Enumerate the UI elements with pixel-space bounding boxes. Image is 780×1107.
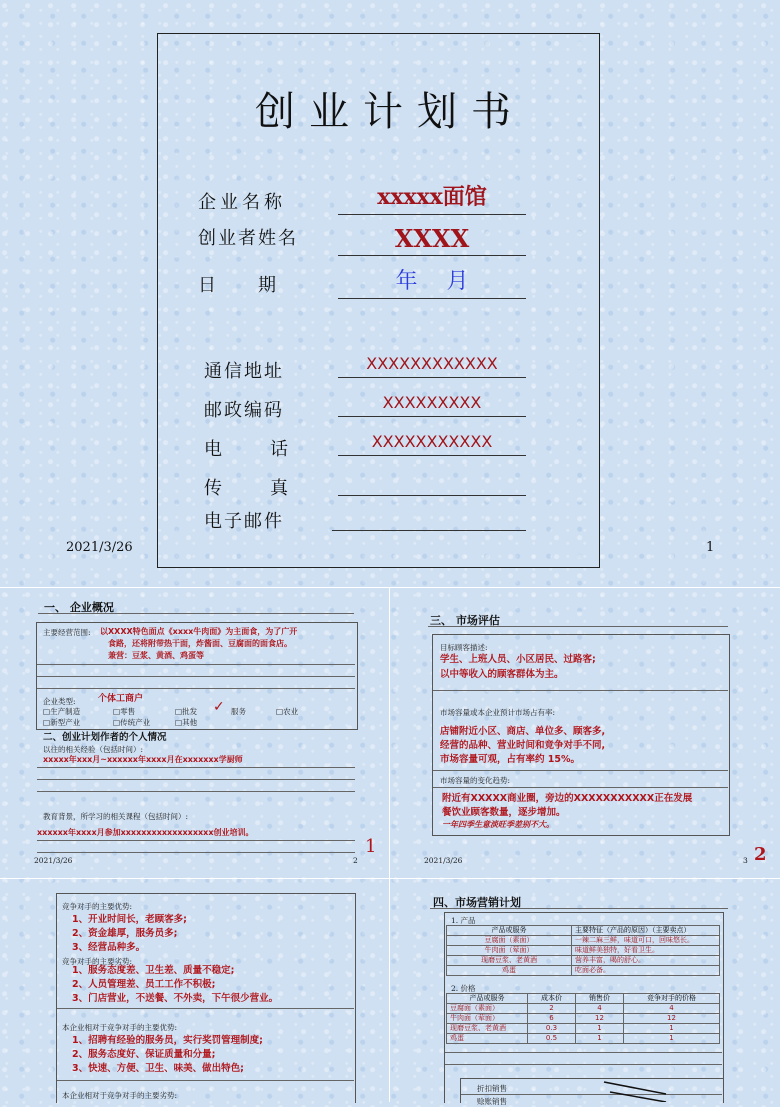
value-company: xxxxx面馆 — [377, 184, 487, 210]
dis-label: 竞争对手的主要劣势: — [62, 957, 133, 966]
product-cell: 吃面必备。 — [572, 966, 720, 976]
adv-line-3: 3、经营品种多。 — [72, 942, 146, 953]
slide5-heading-rule — [430, 908, 728, 909]
price-cell: 现磨豆浆、老黄酒 — [447, 1024, 528, 1034]
form-rule — [433, 787, 728, 788]
table-row — [447, 1034, 720, 1044]
price-cell: 4 — [624, 1004, 720, 1014]
discount-label: 折扣销售 — [477, 1084, 507, 1093]
capacity-label: 市场容量或本企业预计市场占有率: — [440, 708, 556, 717]
slide1-footer-date: 2021/3/26 — [66, 540, 133, 555]
option-service: 服务 — [231, 707, 246, 716]
product-cell: 一辣二麻三鲜，味道可口，回味悠长。 — [572, 936, 720, 946]
strikethrough-marks — [600, 1080, 670, 1102]
price-cell: 0.3 — [528, 1024, 576, 1034]
option-retail: □零售 — [113, 707, 136, 716]
label-email: 电子邮件 — [204, 511, 284, 532]
slide3-big-number: 2 — [754, 844, 767, 865]
option-other: □其他 — [175, 718, 198, 727]
value-date: 年 月 — [395, 269, 469, 294]
form-rule — [37, 688, 355, 689]
phone-underline — [338, 455, 526, 456]
form-rule — [433, 770, 728, 771]
product-cell: 牛肉面（荤面） — [447, 946, 572, 956]
table-row — [447, 956, 720, 966]
slide2-heading: 一、 企业概况 — [44, 601, 114, 614]
company-underline — [338, 214, 526, 215]
product-cell: 营养丰富，喝的舒心。 — [572, 956, 720, 966]
grid-divider-1 — [0, 587, 780, 588]
dis-line-2: 2、人员管理差、员工工作不积极; — [72, 979, 216, 990]
experience-value: xxxxx年xxx月~xxxxxx年xxxx月在xxxxxxx学厨师 — [43, 755, 243, 764]
checkmark-icon: ✓ — [213, 699, 225, 715]
credit-label: 赊账销售 — [477, 1097, 507, 1106]
form-rule — [37, 852, 355, 853]
price-cell: 牛肉面（荤面） — [447, 1014, 528, 1024]
product-header-col-2: 主要特征（产品的原因）（主要卖点） — [572, 926, 720, 936]
capacity-line-3: 市场容量可观，占有率约 15%。 — [440, 754, 581, 765]
value-postcode: XXXXXXXXX — [382, 393, 482, 412]
form-rule — [445, 1064, 722, 1065]
form-rule — [37, 664, 355, 665]
trend-label: 市场容量的变化趋势: — [440, 776, 511, 785]
business-line-1: 以XXXX特色面点《xxxx牛肉面》为主面食，为了广开 — [100, 627, 298, 636]
type-label: 企业类型: — [43, 697, 76, 706]
postcode-underline — [338, 416, 526, 417]
price-cell: 4 — [576, 1004, 624, 1014]
label-phone: 电 话 — [204, 439, 292, 460]
option-new-industry: □新型产业 — [43, 718, 81, 727]
target-label: 目标顾客描述: — [440, 643, 488, 652]
table-row — [447, 936, 720, 946]
value-phone: XXXXXXXXXXX — [371, 432, 493, 451]
price-header-col-3: 销售价 — [576, 994, 624, 1004]
form-rule — [37, 840, 355, 841]
price-header-col-4: 竞争对手的价格 — [624, 994, 720, 1004]
product-header-col-1: 产品或服务 — [447, 926, 572, 936]
founder-underline — [338, 255, 526, 256]
table-row — [447, 926, 720, 936]
product-cell: 豆腐面（素面） — [447, 936, 572, 946]
education-label: 教育背景，所学习的相关课程（包括时间）: — [43, 812, 189, 821]
education-value: xxxxxx年xxxx月参加xxxxxxxxxxxxxxxxxx创业培训。 — [37, 828, 254, 837]
label-postcode: 邮政编码 — [204, 400, 284, 421]
form-rule — [445, 1052, 722, 1053]
slide3-page-number: 3 — [743, 856, 748, 865]
business-line-3: 兼营：豆浆、黄酒、鸡蛋等 — [108, 651, 204, 660]
form-rule — [461, 1094, 722, 1095]
target-line-1: 学生、上班人员、小区居民、过路客; — [440, 654, 596, 665]
type-value: 个体工商户 — [98, 694, 144, 704]
price-cell: 1 — [576, 1034, 624, 1044]
slide3-heading-rule — [428, 626, 728, 627]
slide5-heading: 四、市场营销计划 — [433, 896, 521, 909]
option-agriculture: □农业 — [276, 707, 299, 716]
business-label: 主要经营范围: — [43, 628, 91, 637]
form-rule — [57, 1008, 354, 1009]
price-cell: 12 — [624, 1014, 720, 1024]
price-cell: 鸡蛋 — [447, 1034, 528, 1044]
our-adv-line-2: 2、服务态度好、保证质量和分量; — [72, 1049, 216, 1060]
price-table — [446, 993, 720, 1044]
table-row — [447, 994, 720, 1004]
value-founder: XXXX — [394, 224, 470, 253]
price-cell: 1 — [624, 1024, 720, 1034]
price-cell: 1 — [576, 1024, 624, 1034]
price-cell: 0.5 — [528, 1034, 576, 1044]
option-manufacturing: □生产制造 — [43, 707, 81, 716]
table-row — [447, 946, 720, 956]
label-fax: 传 真 — [204, 478, 292, 499]
adv-line-2: 2、资金雄厚，服务员多; — [72, 928, 178, 939]
price-cell: 12 — [576, 1014, 624, 1024]
slide1-page-number: 1 — [706, 540, 715, 555]
slide2-page-number: 2 — [353, 856, 358, 865]
price-cell: 豆腐面（素面） — [447, 1004, 528, 1014]
label-address: 通信地址 — [204, 361, 284, 382]
table-row — [447, 1014, 720, 1024]
product-cell: 现磨豆浆、老黄酒 — [447, 956, 572, 966]
email-underline — [332, 530, 526, 531]
capacity-line-1: 店铺附近小区、商店、单位多、顾客多, — [440, 726, 606, 737]
our-adv-line-1: 1、招聘有经验的服务员，实行奖罚管理制度; — [72, 1035, 263, 1046]
label-company: 企业名称 — [198, 192, 286, 213]
product-table — [446, 925, 720, 976]
grid-divider-2 — [0, 878, 780, 879]
price-cell: 6 — [528, 1014, 576, 1024]
product-label: 1. 产品 — [451, 916, 476, 925]
grid-divider-vertical — [389, 587, 390, 1102]
our-adv-label: 本企业相对于竞争对手的主要优势: — [62, 1023, 178, 1032]
option-wholesale: □批发 — [175, 707, 198, 716]
option-traditional: □传统产业 — [113, 718, 151, 727]
form-rule — [37, 676, 355, 677]
date-underline — [338, 298, 526, 299]
slide2-big-number: 1 — [365, 836, 377, 857]
product-cell: 鸡蛋 — [447, 966, 572, 976]
slide3-footer-date: 2021/3/26 — [424, 856, 463, 865]
form-rule — [57, 1080, 354, 1081]
form-rule — [37, 779, 355, 780]
trend-line-3: 一年四季生意淡旺季差别不大。 — [442, 820, 554, 829]
experience-label: 以往的相关经验（包括时间）: — [43, 745, 144, 754]
product-cell: 味道鲜美独特，好看卫生。 — [572, 946, 720, 956]
address-underline — [338, 377, 526, 378]
adv-line-1: 1、开业时间长，老顾客多; — [72, 914, 187, 925]
our-dis-label: 本企业相对于竞争对手的主要劣势: — [62, 1091, 178, 1100]
adv-label: 竞争对手的主要优势: — [62, 902, 133, 911]
slide2-heading-rule — [38, 613, 354, 614]
price-label: 2. 价格 — [451, 984, 476, 993]
value-address: XXXXXXXXXXXX — [366, 354, 498, 373]
business-line-2: 食路，还将附带热干面，炸酱面、豆腐面的面食店。 — [108, 639, 292, 648]
dis-line-1: 1、服务态度差、卫生差、质量不稳定; — [72, 965, 235, 976]
fax-underline — [338, 495, 526, 496]
cover-title: 创业计划书 — [255, 89, 525, 135]
slide3-heading: 三、 市场评估 — [430, 614, 500, 627]
form-rule — [37, 767, 355, 768]
dis-line-3: 3、门店营业，不送餐、不外卖，下午很少营业。 — [72, 993, 279, 1004]
trend-line-1: 附近有XXXXX商业圈，旁边的XXXXXXXXXXX正在发展 — [442, 793, 693, 804]
our-adv-line-3: 3、快速、方便、卫生、味美、做出特色; — [72, 1063, 244, 1074]
price-header-col-1: 产品或服务 — [447, 994, 528, 1004]
price-cell: 2 — [528, 1004, 576, 1014]
price-cell: 1 — [624, 1034, 720, 1044]
form-rule — [433, 690, 728, 691]
price-header-col-2: 成本价 — [528, 994, 576, 1004]
label-founder: 创业者姓名 — [198, 228, 298, 249]
capacity-line-2: 经营的品种、营业时间和竞争对手不同, — [440, 740, 606, 751]
form-rule — [37, 791, 355, 792]
table-row — [447, 1024, 720, 1034]
label-date: 日 期 — [198, 275, 278, 296]
trend-line-2: 餐饮业顾客数量，逐步增加。 — [442, 807, 566, 818]
slide2-footer-date: 2021/3/26 — [34, 856, 73, 865]
section2-heading: 二、创业计划作者的个人情况 — [43, 732, 167, 743]
table-row — [447, 1004, 720, 1014]
target-line-2: 以中等收入的顾客群体为主。 — [440, 669, 564, 680]
table-row — [447, 966, 720, 976]
